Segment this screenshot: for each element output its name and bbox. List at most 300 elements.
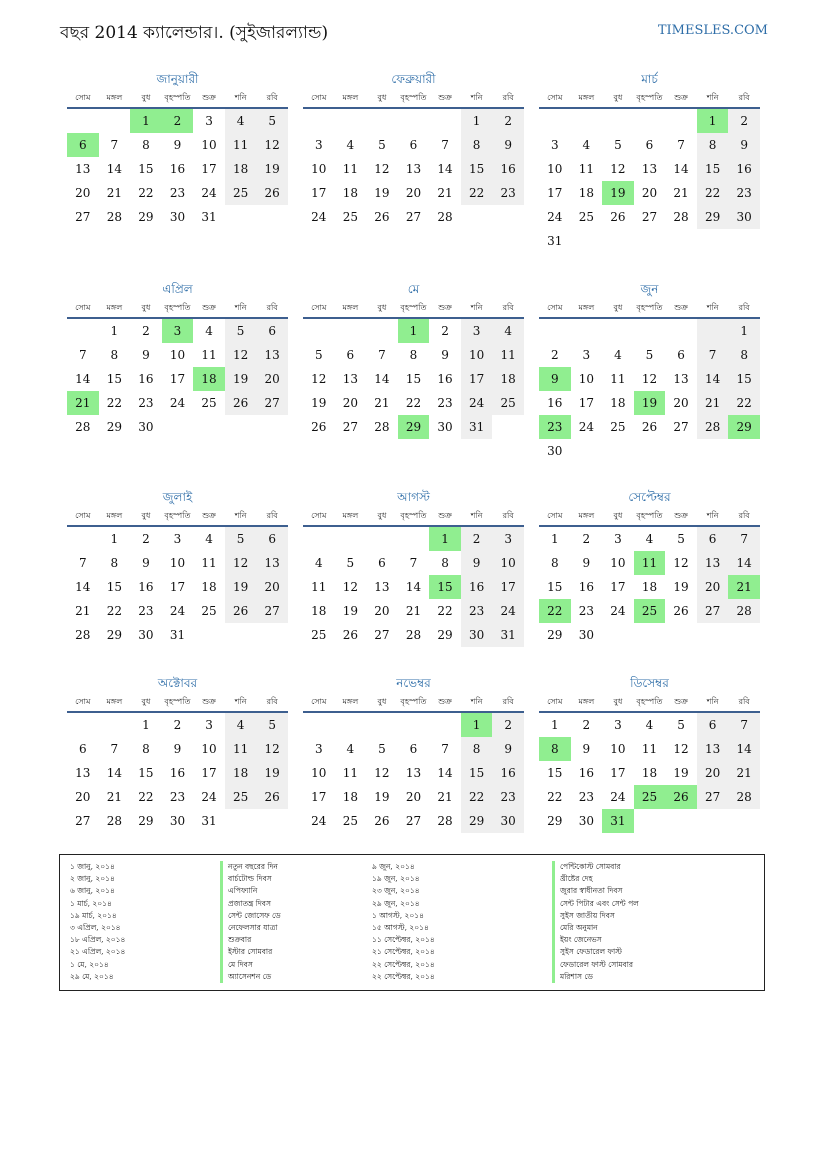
day-cell[interactable]: 19 — [256, 157, 288, 181]
day-cell[interactable]: 12 — [342, 580, 358, 594]
holiday-day-cell[interactable]: 26 — [665, 785, 697, 809]
day-cell[interactable]: 21 — [106, 790, 122, 804]
day-cell[interactable]: 16 — [728, 157, 760, 181]
day-cell[interactable]: 5 — [346, 556, 355, 570]
day-cell[interactable]: 29 — [106, 628, 122, 642]
day-cell[interactable]: 26 — [374, 210, 390, 224]
holiday-day-cell[interactable]: 23 — [539, 415, 571, 439]
day-cell[interactable]: 6 — [346, 348, 355, 362]
holiday-day-cell[interactable]: 2 — [162, 109, 194, 133]
day-cell[interactable]: 7 — [110, 138, 119, 152]
day-cell[interactable]: 28 — [728, 599, 760, 623]
day-cell[interactable]: 13 — [75, 766, 91, 780]
day-cell[interactable]: 15 — [547, 766, 563, 780]
day-cell[interactable]: 24 — [169, 604, 186, 618]
holiday-day-cell[interactable]: 3 — [162, 319, 194, 343]
day-cell[interactable]: 28 — [374, 420, 390, 434]
holiday-day-cell[interactable]: 31 — [602, 809, 634, 833]
day-cell[interactable]: 12 — [673, 556, 689, 570]
day-cell[interactable]: 10 — [578, 372, 594, 386]
day-cell[interactable]: 24 — [610, 790, 626, 804]
day-cell[interactable]: 11 — [201, 556, 217, 570]
day-cell[interactable]: 3 — [314, 742, 323, 756]
day-cell[interactable]: 6 — [645, 138, 654, 152]
day-cell[interactable]: 28 — [437, 814, 453, 828]
day-cell[interactable]: 18 — [342, 790, 358, 804]
day-cell[interactable]: 13 — [256, 343, 288, 367]
day-cell[interactable]: 2 — [461, 527, 493, 551]
holiday-day-cell[interactable]: 8 — [539, 737, 571, 761]
day-cell[interactable]: 30 — [728, 205, 760, 229]
day-cell[interactable]: 21 — [728, 761, 760, 785]
holiday-day-cell[interactable]: 21 — [67, 391, 99, 415]
day-cell[interactable]: 9 — [441, 348, 449, 362]
holiday-day-cell[interactable]: 1 — [429, 527, 461, 551]
day-cell[interactable]: 2 — [142, 324, 150, 338]
day-cell[interactable]: 11 — [641, 742, 658, 756]
day-cell[interactable]: 14 — [437, 766, 453, 780]
day-cell[interactable]: 25 — [492, 391, 524, 415]
day-cell[interactable]: 7 — [677, 138, 685, 152]
day-cell[interactable]: 4 — [205, 324, 213, 338]
day-cell[interactable]: 27 — [256, 599, 288, 623]
day-cell[interactable]: 17 — [169, 372, 186, 386]
day-cell[interactable]: 14 — [374, 372, 390, 386]
day-cell[interactable]: 30 — [547, 444, 563, 458]
day-cell[interactable]: 17 — [169, 580, 186, 594]
day-cell[interactable]: 12 — [673, 742, 689, 756]
day-cell[interactable]: 24 — [492, 599, 524, 623]
day-cell[interactable]: 8 — [697, 133, 729, 157]
day-cell[interactable]: 20 — [256, 575, 288, 599]
day-cell[interactable]: 6 — [378, 556, 386, 570]
day-cell[interactable]: 28 — [673, 210, 689, 224]
day-cell[interactable]: 17 — [311, 790, 327, 804]
day-cell[interactable]: 11 — [610, 372, 626, 386]
day-cell[interactable]: 20 — [673, 396, 689, 410]
day-cell[interactable]: 14 — [405, 580, 422, 594]
day-cell[interactable]: 10 — [169, 348, 186, 362]
holiday-day-cell[interactable]: 19 — [634, 391, 666, 415]
day-cell[interactable]: 20 — [405, 790, 422, 804]
day-cell[interactable]: 1 — [728, 319, 760, 343]
day-cell[interactable]: 18 — [641, 580, 658, 594]
day-cell[interactable]: 1 — [461, 109, 493, 133]
day-cell[interactable]: 19 — [342, 604, 358, 618]
day-cell[interactable]: 5 — [614, 138, 622, 152]
day-cell[interactable]: 16 — [461, 575, 493, 599]
day-cell[interactable]: 9 — [142, 556, 150, 570]
day-cell[interactable]: 29 — [106, 420, 122, 434]
day-cell[interactable]: 22 — [461, 181, 493, 205]
day-cell[interactable]: 8 — [728, 343, 760, 367]
day-cell[interactable]: 2 — [492, 713, 524, 737]
day-cell[interactable]: 12 — [641, 372, 658, 386]
site-link[interactable]: TIMESLES.COM — [657, 23, 768, 38]
day-cell[interactable]: 13 — [374, 580, 390, 594]
day-cell[interactable]: 20 — [75, 790, 91, 804]
day-cell[interactable]: 21 — [405, 604, 422, 618]
day-cell[interactable]: 25 — [311, 628, 327, 642]
day-cell[interactable]: 15 — [547, 580, 563, 594]
day-cell[interactable]: 2 — [142, 532, 150, 546]
day-cell[interactable]: 9 — [173, 138, 182, 152]
day-cell[interactable]: 3 — [205, 718, 213, 732]
day-cell[interactable]: 15 — [405, 372, 422, 386]
day-cell[interactable]: 23 — [437, 396, 453, 410]
day-cell[interactable]: 19 — [673, 580, 689, 594]
day-cell[interactable]: 12 — [225, 551, 257, 575]
day-cell[interactable]: 23 — [578, 790, 594, 804]
day-cell[interactable]: 5 — [256, 713, 288, 737]
day-cell[interactable]: 15 — [138, 162, 154, 176]
day-cell[interactable]: 7 — [728, 713, 760, 737]
day-cell[interactable]: 21 — [374, 396, 390, 410]
holiday-day-cell[interactable]: 15 — [429, 575, 461, 599]
day-cell[interactable]: 10 — [492, 551, 524, 575]
day-cell[interactable]: 15 — [461, 157, 493, 181]
day-cell[interactable]: 31 — [461, 415, 493, 439]
day-cell[interactable]: 27 — [697, 785, 729, 809]
day-cell[interactable]: 5 — [645, 348, 654, 362]
day-cell[interactable]: 12 — [374, 766, 390, 780]
day-cell[interactable]: 2 — [582, 718, 591, 732]
day-cell[interactable]: 29 — [437, 628, 453, 642]
day-cell[interactable]: 16 — [169, 766, 186, 780]
day-cell[interactable]: 28 — [728, 785, 760, 809]
day-cell[interactable]: 6 — [256, 319, 288, 343]
day-cell[interactable]: 23 — [492, 785, 524, 809]
day-cell[interactable]: 24 — [547, 210, 563, 224]
day-cell[interactable]: 3 — [461, 319, 493, 343]
day-cell[interactable]: 22 — [461, 785, 493, 809]
day-cell[interactable]: 7 — [110, 742, 119, 756]
holiday-day-cell[interactable]: 9 — [539, 367, 571, 391]
day-cell[interactable]: 27 — [342, 420, 358, 434]
day-cell[interactable]: 21 — [437, 186, 453, 200]
holiday-day-cell[interactable]: 18 — [193, 367, 225, 391]
day-cell[interactable]: 22 — [106, 396, 122, 410]
day-cell[interactable]: 14 — [728, 737, 760, 761]
day-cell[interactable]: 30 — [169, 210, 186, 224]
day-cell[interactable]: 9 — [582, 556, 591, 570]
day-cell[interactable]: 16 — [492, 157, 524, 181]
day-cell[interactable]: 20 — [697, 761, 729, 785]
day-cell[interactable]: 4 — [645, 718, 654, 732]
day-cell[interactable]: 14 — [106, 162, 122, 176]
day-cell[interactable]: 26 — [256, 785, 288, 809]
day-cell[interactable]: 31 — [169, 628, 186, 642]
day-cell[interactable]: 9 — [492, 737, 524, 761]
day-cell[interactable]: 13 — [697, 551, 729, 575]
day-cell[interactable]: 10 — [201, 742, 217, 756]
day-cell[interactable]: 11 — [201, 348, 217, 362]
day-cell[interactable]: 11 — [492, 343, 524, 367]
day-cell[interactable]: 22 — [106, 604, 122, 618]
day-cell[interactable]: 30 — [492, 809, 524, 833]
day-cell[interactable]: 30 — [138, 628, 154, 642]
day-cell[interactable]: 27 — [256, 391, 288, 415]
day-cell[interactable]: 24 — [201, 186, 217, 200]
day-cell[interactable]: 18 — [342, 186, 358, 200]
day-cell[interactable]: 17 — [610, 766, 626, 780]
day-cell[interactable]: 14 — [106, 766, 122, 780]
day-cell[interactable]: 30 — [437, 420, 453, 434]
day-cell[interactable]: 23 — [492, 181, 524, 205]
holiday-day-cell[interactable]: 1 — [130, 109, 162, 133]
day-cell[interactable]: 8 — [142, 742, 150, 756]
day-cell[interactable]: 3 — [614, 718, 622, 732]
day-cell[interactable]: 3 — [492, 527, 524, 551]
day-cell[interactable]: 22 — [728, 391, 760, 415]
day-cell[interactable]: 4 — [314, 556, 323, 570]
day-cell[interactable]: 27 — [75, 210, 91, 224]
day-cell[interactable]: 3 — [173, 532, 182, 546]
day-cell[interactable]: 11 — [225, 133, 257, 157]
holiday-day-cell[interactable]: 6 — [67, 133, 99, 157]
day-cell[interactable]: 13 — [405, 766, 422, 780]
day-cell[interactable]: 3 — [550, 138, 559, 152]
holiday-day-cell[interactable]: 1 — [697, 109, 729, 133]
day-cell[interactable]: 7 — [728, 527, 760, 551]
day-cell[interactable]: 2 — [173, 718, 182, 732]
day-cell[interactable]: 1 — [110, 324, 119, 338]
day-cell[interactable]: 8 — [110, 348, 119, 362]
day-cell[interactable]: 22 — [437, 604, 453, 618]
day-cell[interactable]: 6 — [677, 348, 685, 362]
day-cell[interactable]: 16 — [169, 162, 186, 176]
day-cell[interactable]: 7 — [378, 348, 386, 362]
day-cell[interactable]: 11 — [578, 162, 594, 176]
day-cell[interactable]: 28 — [106, 210, 122, 224]
day-cell[interactable]: 19 — [311, 396, 327, 410]
day-cell[interactable]: 1 — [550, 532, 559, 546]
day-cell[interactable]: 17 — [578, 396, 594, 410]
day-cell[interactable]: 30 — [138, 420, 154, 434]
day-cell[interactable]: 5 — [256, 109, 288, 133]
day-cell[interactable]: 11 — [311, 580, 327, 594]
day-cell[interactable]: 5 — [378, 742, 386, 756]
day-cell[interactable]: 10 — [461, 343, 493, 367]
day-cell[interactable]: 20 — [374, 604, 390, 618]
day-cell[interactable]: 7 — [441, 138, 449, 152]
day-cell[interactable]: 16 — [547, 396, 563, 410]
holiday-day-cell[interactable]: 19 — [602, 181, 634, 205]
day-cell[interactable]: 20 — [405, 186, 422, 200]
day-cell[interactable]: 31 — [547, 234, 563, 248]
day-cell[interactable]: 16 — [138, 580, 154, 594]
day-cell[interactable]: 10 — [201, 138, 217, 152]
day-cell[interactable]: 27 — [673, 420, 689, 434]
day-cell[interactable]: 26 — [673, 604, 689, 618]
day-cell[interactable]: 21 — [697, 391, 729, 415]
day-cell[interactable]: 5 — [378, 138, 386, 152]
day-cell[interactable]: 28 — [106, 814, 122, 828]
day-cell[interactable]: 15 — [461, 761, 493, 785]
day-cell[interactable]: 24 — [461, 391, 493, 415]
holiday-day-cell[interactable]: 11 — [634, 551, 666, 575]
day-cell[interactable]: 3 — [582, 348, 591, 362]
day-cell[interactable]: 5 — [314, 348, 323, 362]
day-cell[interactable]: 15 — [697, 157, 729, 181]
day-cell[interactable]: 13 — [75, 162, 91, 176]
day-cell[interactable]: 25 — [578, 210, 594, 224]
day-cell[interactable]: 9 — [173, 742, 182, 756]
day-cell[interactable]: 15 — [106, 580, 122, 594]
day-cell[interactable]: 9 — [492, 133, 524, 157]
day-cell[interactable]: 20 — [697, 575, 729, 599]
day-cell[interactable]: 4 — [225, 713, 257, 737]
day-cell[interactable]: 8 — [461, 133, 493, 157]
day-cell[interactable]: 18 — [641, 766, 658, 780]
day-cell[interactable]: 14 — [728, 551, 760, 575]
day-cell[interactable]: 29 — [547, 814, 563, 828]
day-cell[interactable]: 19 — [256, 761, 288, 785]
day-cell[interactable]: 29 — [138, 210, 154, 224]
day-cell[interactable]: 22 — [138, 186, 154, 200]
day-cell[interactable]: 9 — [582, 742, 591, 756]
day-cell[interactable]: 8 — [409, 348, 418, 362]
day-cell[interactable]: 16 — [492, 761, 524, 785]
day-cell[interactable]: 25 — [225, 785, 257, 809]
day-cell[interactable]: 18 — [610, 396, 626, 410]
day-cell[interactable]: 14 — [75, 580, 91, 594]
day-cell[interactable]: 23 — [169, 186, 186, 200]
day-cell[interactable]: 4 — [645, 532, 654, 546]
day-cell[interactable]: 24 — [610, 604, 626, 618]
day-cell[interactable]: 26 — [342, 628, 358, 642]
holiday-day-cell[interactable]: 29 — [728, 415, 760, 439]
day-cell[interactable]: 30 — [169, 814, 186, 828]
day-cell[interactable]: 6 — [409, 742, 418, 756]
day-cell[interactable]: 15 — [138, 766, 154, 780]
day-cell[interactable]: 25 — [201, 604, 217, 618]
day-cell[interactable]: 20 — [256, 367, 288, 391]
day-cell[interactable]: 18 — [201, 580, 217, 594]
day-cell[interactable]: 7 — [409, 556, 418, 570]
day-cell[interactable]: 16 — [437, 372, 453, 386]
day-cell[interactable]: 10 — [311, 162, 327, 176]
holiday-day-cell[interactable]: 21 — [728, 575, 760, 599]
day-cell[interactable]: 23 — [138, 604, 154, 618]
day-cell[interactable]: 19 — [374, 186, 390, 200]
day-cell[interactable]: 22 — [405, 396, 422, 410]
day-cell[interactable]: 17 — [492, 575, 524, 599]
day-cell[interactable]: 13 — [405, 162, 422, 176]
day-cell[interactable]: 8 — [461, 737, 493, 761]
day-cell[interactable]: 5 — [677, 718, 685, 732]
day-cell[interactable]: 21 — [437, 790, 453, 804]
day-cell[interactable]: 26 — [225, 599, 257, 623]
day-cell[interactable]: 19 — [225, 367, 257, 391]
day-cell[interactable]: 28 — [405, 628, 422, 642]
day-cell[interactable]: 26 — [641, 420, 658, 434]
day-cell[interactable]: 28 — [697, 415, 729, 439]
day-cell[interactable]: 14 — [437, 162, 453, 176]
day-cell[interactable]: 19 — [225, 575, 257, 599]
day-cell[interactable]: 12 — [374, 162, 390, 176]
day-cell[interactable]: 3 — [614, 532, 622, 546]
day-cell[interactable]: 26 — [374, 814, 390, 828]
day-cell[interactable]: 6 — [697, 527, 729, 551]
day-cell[interactable]: 6 — [697, 713, 729, 737]
day-cell[interactable]: 23 — [169, 790, 186, 804]
day-cell[interactable]: 27 — [641, 210, 658, 224]
holiday-day-cell[interactable]: 25 — [634, 599, 666, 623]
day-cell[interactable]: 12 — [256, 133, 288, 157]
day-cell[interactable]: 27 — [405, 210, 422, 224]
day-cell[interactable]: 9 — [142, 348, 150, 362]
day-cell[interactable]: 29 — [697, 205, 729, 229]
day-cell[interactable]: 24 — [311, 210, 327, 224]
day-cell[interactable]: 4 — [225, 109, 257, 133]
day-cell[interactable]: 28 — [75, 420, 91, 434]
day-cell[interactable]: 23 — [461, 599, 493, 623]
day-cell[interactable]: 2 — [550, 348, 559, 362]
day-cell[interactable]: 21 — [75, 604, 91, 618]
day-cell[interactable]: 11 — [342, 162, 358, 176]
day-cell[interactable]: 12 — [225, 343, 257, 367]
day-cell[interactable]: 29 — [461, 809, 493, 833]
day-cell[interactable]: 1 — [110, 532, 119, 546]
day-cell[interactable]: 6 — [409, 138, 418, 152]
day-cell[interactable]: 18 — [311, 604, 327, 618]
day-cell[interactable]: 1 — [550, 718, 559, 732]
day-cell[interactable]: 27 — [374, 628, 390, 642]
day-cell[interactable]: 6 — [256, 527, 288, 551]
day-cell[interactable]: 31 — [492, 623, 524, 647]
day-cell[interactable]: 22 — [547, 790, 563, 804]
day-cell[interactable]: 29 — [138, 814, 154, 828]
day-cell[interactable]: 27 — [697, 599, 729, 623]
day-cell[interactable]: 27 — [405, 814, 422, 828]
holiday-day-cell[interactable]: 1 — [398, 319, 430, 343]
day-cell[interactable]: 2 — [582, 532, 591, 546]
day-cell[interactable]: 14 — [697, 367, 729, 391]
day-cell[interactable]: 19 — [673, 766, 689, 780]
day-cell[interactable]: 24 — [578, 420, 594, 434]
day-cell[interactable]: 25 — [201, 396, 217, 410]
day-cell[interactable]: 8 — [550, 556, 559, 570]
day-cell[interactable]: 26 — [610, 210, 626, 224]
day-cell[interactable]: 30 — [578, 628, 594, 642]
day-cell[interactable]: 17 — [461, 367, 493, 391]
day-cell[interactable]: 23 — [728, 181, 760, 205]
day-cell[interactable]: 25 — [225, 181, 257, 205]
day-cell[interactable]: 8 — [441, 556, 449, 570]
day-cell[interactable]: 10 — [169, 556, 186, 570]
day-cell[interactable]: 3 — [205, 114, 213, 128]
day-cell[interactable]: 12 — [610, 162, 626, 176]
day-cell[interactable]: 5 — [225, 527, 257, 551]
day-cell[interactable]: 15 — [106, 372, 122, 386]
day-cell[interactable]: 1 — [142, 718, 150, 732]
day-cell[interactable]: 4 — [614, 348, 622, 362]
day-cell[interactable]: 26 — [311, 420, 327, 434]
day-cell[interactable]: 12 — [311, 372, 327, 386]
holiday-day-cell[interactable]: 25 — [634, 785, 666, 809]
day-cell[interactable]: 16 — [578, 580, 594, 594]
day-cell[interactable]: 11 — [342, 766, 358, 780]
day-cell[interactable]: 7 — [78, 348, 87, 362]
day-cell[interactable]: 18 — [225, 761, 257, 785]
day-cell[interactable]: 4 — [346, 138, 355, 152]
day-cell[interactable]: 17 — [311, 186, 327, 200]
day-cell[interactable]: 28 — [75, 628, 91, 642]
day-cell[interactable]: 3 — [314, 138, 323, 152]
day-cell[interactable]: 15 — [728, 367, 760, 391]
day-cell[interactable]: 4 — [205, 532, 213, 546]
